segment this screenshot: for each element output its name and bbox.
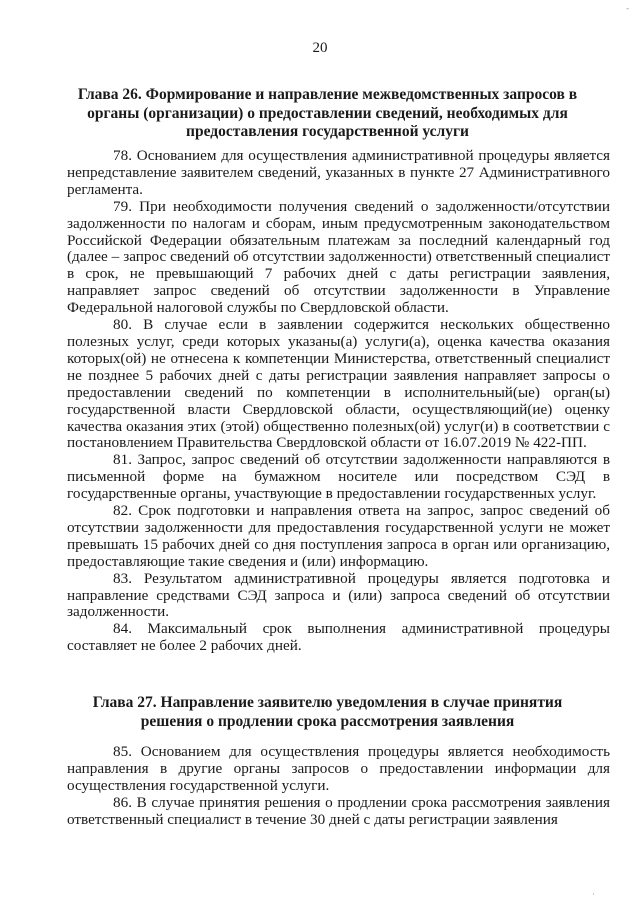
paragraph-79: 79. При необходимости получения сведений о задолженности/отсутствии задолженности по налогам и сборам, иным предусмотренным законодательством Российской Федерации обязательным платежам за последний календарный год (далее – запрос сведений об отсутствии задолженности) ответственный специалист в срок, не превышающий 7 рабочих дней с даты регистрации заявления, направляет запрос сведений об отсутствии задолженности в Управление Федеральной налоговой службы по Свердловской области.: [67, 197, 610, 317]
paragraph-85: 85. Основанием для осуществления процедуры является необходимость направления в другие органы запросов о предоставлении информации для осуществления государственной услуги.: [67, 743, 610, 794]
chapter-26-body: [67, 148, 610, 655]
paragraph-83: 83. Результатом административной процедуры является подготовка и направление средствами СЭД запроса и (или) запроса сведений об отсутствии задолженности.: [67, 569, 610, 621]
paragraph-78: 78. Основанием для осуществления административной процедуры является непредставление заявителем сведений, указанных в пункте 27 Административного регламента.: [67, 147, 610, 198]
paragraph-82: 82. Срок подготовки и направления ответа на запрос, запрос сведений об отсутствии задолженности для предоставления государственной услуги не может превышать 15 рабочих дней со дня поступления запроса в орган или организацию, предоставляющие такие сведения и (или) информацию.: [67, 502, 610, 570]
paragraph-81: 81. Запрос, запрос сведений об отсутствии задолженности направляются в письменной форме на бумажном носителе или посредством СЭД в государственные органы, участвующие в предоставлении государственных услуг.: [67, 451, 610, 503]
chapter-26-title: Глава 26. Формирование и направление межведомственных запросов в органы (организации) о предоставлении сведений, необходимых для предоставления государственной услуги: [77, 86, 578, 140]
chapter-27-title: Глава 27. Направление заявителю уведомления в случае принятия решения о продлении срока рассмотрения заявления: [92, 694, 563, 730]
paragraph-80: 80. В случае если в заявлении содержится нескольких общественно полезных услуг, среди которых указаны(а) услуги(а), оценка качества оказания которых(ой) не отнесена к компетенции Министерства, ответственный специалист не позднее 5 рабочих дней с даты регистрации заявления направляет запросы о предоставлении сведений по компетенции в исполнительный(ые) орган(ы) государственной власти Свердловской области, осуществляющий(ие) оценку качества оказания этих (этой) общественно полезных(ой) услуг(и) в соответствии с постановлением Правительства Свердловской области от 16.07.2019 № 422-ПП.: [67, 316, 610, 452]
paragraph-84: 84. Максимальный срок выполнения административной процедуры составляет не более 2 рабочих дней.: [67, 620, 610, 655]
page-number: 20: [312, 40, 328, 56]
paragraph-86: 86. В случае принятия решения о продлении срока рассмотрения заявления ответственный специалист в течение 30 дней с даты регистрации заявления: [67, 793, 610, 828]
scan-mark: ·: [592, 890, 595, 900]
chapter-27-body: [67, 744, 610, 829]
scan-mark: -: [626, 4, 630, 14]
